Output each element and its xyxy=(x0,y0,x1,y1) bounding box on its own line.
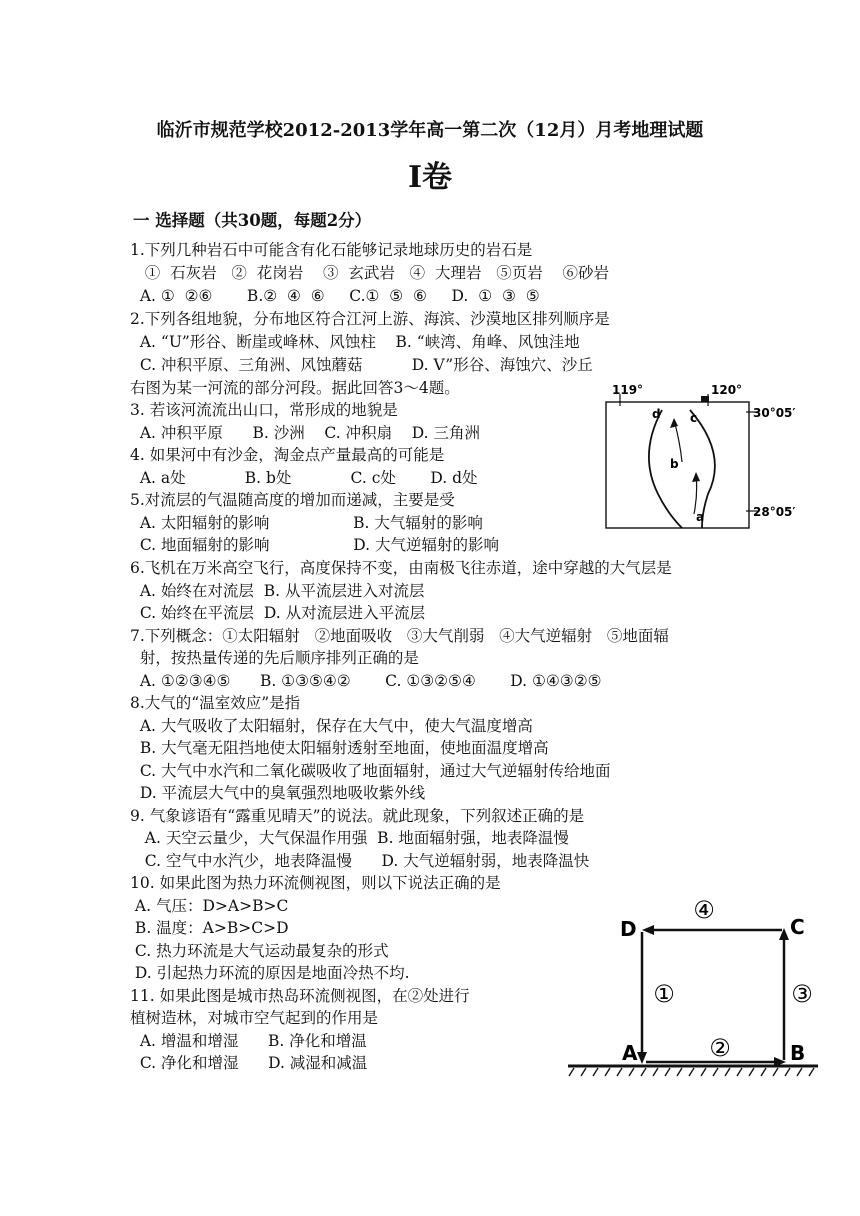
hatch-mark xyxy=(713,1068,718,1076)
q5-options-cd: C. 地面辐射的影响 D. 大气逆辐射的影响 xyxy=(130,536,500,554)
corner-label-b: B xyxy=(790,1041,806,1065)
river-figure xyxy=(598,374,812,534)
q6-stem: 6.飞机在万米高空飞行，高度保持不变，由南极飞往赤道，途中穿越的大气层是 xyxy=(130,559,672,577)
q9-options-cd: C. 空气中水汽少，地表降温慢 D. 大气逆辐射弱，地表降温快 xyxy=(130,852,590,870)
circulation-figure xyxy=(564,890,824,1080)
q10-option-b: B. 温度：A>B>C>D xyxy=(130,919,289,937)
q9-stem: 9. 气象谚语有“露重见晴天”的说法。就此现象，下列叙述正确的是 xyxy=(130,807,585,825)
flow-arrowhead-upper xyxy=(670,418,678,428)
q4-options: A. a处 B. b处 C. c处 D. d处 xyxy=(130,469,478,487)
q10-stem: 10. 如果此图为热力环流侧视图，则以下说法正确的是 xyxy=(130,874,501,892)
q8-option-d: D. 平流层大气中的臭氧强烈地吸收紫外线 xyxy=(130,784,426,802)
hatch-mark xyxy=(641,1068,646,1076)
q6-options-ab: A. 始终在对流层 B. 从平流层进入对流层 xyxy=(130,582,425,600)
q1-items: ① 石灰岩 ② 花岗岩 ③ 玄武岩 ④ 大理岩 ⑤页岩 ⑥砂岩 xyxy=(130,264,609,282)
q5-stem: 5.对流层的气温随高度的增加而递减，主要是受 xyxy=(130,491,455,509)
q3-4-intro: 右图为某一河流的部分河段。据此回答3～4题。 xyxy=(130,379,460,397)
exam-title: 临沂市规范学校2012-2013学年高一第二次（12月）月考地理试题 xyxy=(156,120,704,141)
q2-stem: 2.下列各组地貌，分布地区符合江河上游、海滨、沙漠地区排列顺序是 xyxy=(130,310,610,328)
q10-option-c: C. 热力环流是大气运动最复杂的形式 xyxy=(130,942,389,960)
q11-options-ab: A. 增温和增湿 B. 净化和增温 xyxy=(130,1032,367,1050)
corner-label-c: C xyxy=(790,915,805,939)
hatch-mark xyxy=(761,1068,766,1076)
hatch-mark xyxy=(581,1068,586,1076)
latitude-label-top: 30°05′ xyxy=(753,406,796,420)
hatch-mark xyxy=(809,1068,814,1076)
hatch-mark xyxy=(569,1068,574,1076)
hatch-mark xyxy=(725,1068,730,1076)
hatch-mark xyxy=(701,1068,706,1076)
hatch-mark xyxy=(677,1068,682,1076)
hatch-mark xyxy=(785,1068,790,1076)
point-label-b: b xyxy=(670,457,679,471)
section-heading: 一 选择题（共30题，每题2分） xyxy=(133,211,372,230)
q7-stem: 7.下列概念：①太阳辐射 ②地面吸收 ③大气削弱 ④大气逆辐射 ⑤地面辐 xyxy=(130,627,669,645)
arrow-label-3: ③ xyxy=(791,980,813,1008)
q8-option-c: C. 大气中水汽和二氧化碳吸收了地面辐射，通过大气逆辐射传给地面 xyxy=(130,762,611,780)
hatch-mark xyxy=(749,1068,754,1076)
q3-options: A. 冲积平原 B. 沙洲 C. 冲积扇 D. 三角洲 xyxy=(130,424,481,442)
point-label-a: a xyxy=(696,510,705,524)
q8-option-b: B. 大气毫无阻挡地使太阳辐射透射至地面，使地面温度增高 xyxy=(130,739,549,757)
hatch-mark xyxy=(689,1068,694,1076)
point-label-d: d xyxy=(652,407,661,421)
longitude-label-119: 119° xyxy=(612,383,644,397)
q11-options-cd: C. 净化和增湿 D. 减湿和减温 xyxy=(130,1054,368,1072)
source-marker xyxy=(701,396,709,402)
corner-label-d: D xyxy=(620,917,637,941)
longitude-label-120: 120° xyxy=(711,383,743,397)
q8-stem: 8.大气的“温室效应”是指 xyxy=(130,694,301,712)
arrow-label-1: ① xyxy=(653,980,675,1008)
q10-option-d: D. 引起热力环流的原因是地面冷热不均. xyxy=(130,964,410,982)
q1-options: A. ① ②⑥ B.② ④ ⑥ C.① ⑤ ⑥ D. ① ③ ⑤ xyxy=(130,287,540,305)
q2-options-ab: A. “U”形谷、断崖或峰林、风蚀柱 B. “峡湾、角峰、风蚀洼地 xyxy=(130,333,580,351)
hatch-mark xyxy=(653,1068,658,1076)
arrow-label-2: ② xyxy=(709,1034,731,1062)
q2-options-cd: C. 冲积平原、三角洲、风蚀蘑菇 D. V”形谷、海蚀穴、沙丘 xyxy=(130,356,593,374)
hatch-mark xyxy=(797,1068,802,1076)
volume-label: I卷 xyxy=(407,160,453,195)
hatch-mark xyxy=(665,1068,670,1076)
latitude-label-bottom: 28°05′ xyxy=(753,505,796,519)
q7-stem-cont: 射，按热量传递的先后顺序排列正确的是 xyxy=(130,649,419,667)
q10-option-a: A. 气压：D>A>B>C xyxy=(130,897,289,915)
q4-stem: 4. 如果河中有沙金，淘金点产量最高的可能是 xyxy=(130,446,445,464)
hatch-mark xyxy=(773,1068,778,1076)
hatch-mark xyxy=(605,1068,610,1076)
hatch-mark xyxy=(617,1068,622,1076)
q8-option-a: A. 大气吸收了太阳辐射，保存在大气中，使大气温度增高 xyxy=(130,717,533,735)
hatch-mark xyxy=(593,1068,598,1076)
arrow-label-4: ④ xyxy=(693,896,715,924)
point-label-c: c xyxy=(690,411,698,425)
q5-options-ab: A. 太阳辐射的影响 B. 大气辐射的影响 xyxy=(130,514,483,532)
q11-stem-cont: 植树造林，对城市空气起到的作用是 xyxy=(130,1009,379,1027)
q1-stem: 1.下列几种岩石中可能含有化石能够记录地球历史的岩石是 xyxy=(130,241,533,259)
q6-options-cd: C. 始终在平流层 D. 从对流层进入平流层 xyxy=(130,604,426,622)
q3-stem: 3. 若该河流流出山口，常形成的地貌是 xyxy=(130,401,398,419)
q11-stem: 11. 如果此图是城市热岛环流侧视图，在②处进行 xyxy=(130,987,470,1005)
q9-options-ab: A. 天空云量少，大气保温作用强 B. 地面辐射强，地表降温慢 xyxy=(130,829,569,847)
hatch-mark xyxy=(629,1068,634,1076)
q7-options: A. ①②③④⑤ B. ①③⑤④② C. ①③②⑤④ D. ①④③②⑤ xyxy=(130,672,602,690)
arrowhead-4 xyxy=(642,925,654,935)
flow-arrowhead-lower xyxy=(692,472,700,482)
ground-hatching xyxy=(569,1068,814,1076)
hatch-mark xyxy=(737,1068,742,1076)
arrowhead-1 xyxy=(637,1052,647,1064)
corner-label-a: A xyxy=(622,1041,638,1065)
